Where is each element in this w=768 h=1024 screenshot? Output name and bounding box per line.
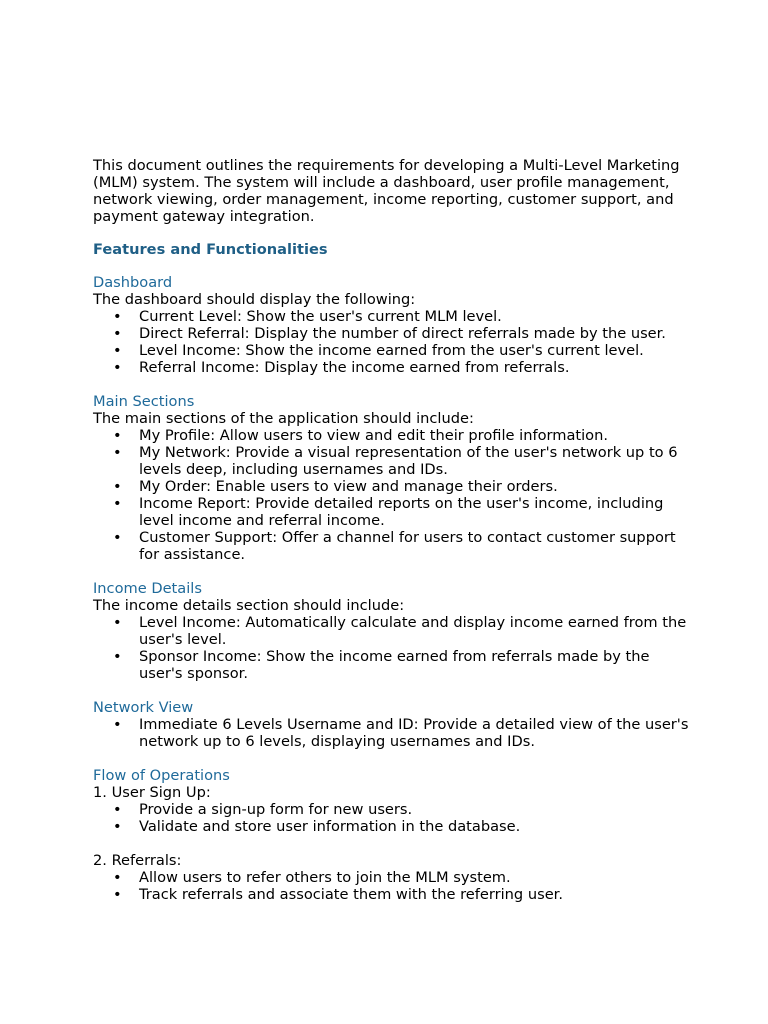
bullet-icon: • bbox=[113, 342, 122, 359]
bullet-icon: • bbox=[113, 614, 122, 631]
list-item: • My Profile: Allow users to view and edit their profile information. bbox=[113, 427, 609, 444]
list-item: • Track referrals and associate them with the referring user. bbox=[113, 886, 563, 903]
bullet-icon: • bbox=[113, 427, 122, 444]
bullet-icon: • bbox=[113, 886, 122, 903]
list-item: • Level Income: Show the income earned from the user's current level. bbox=[113, 342, 644, 359]
flow-step2-label: 2. Referrals: bbox=[93, 852, 182, 869]
bullet-icon: • bbox=[113, 529, 122, 546]
main-sections-list bbox=[93, 427, 693, 563]
dashboard-lead: The dashboard should display the following: bbox=[93, 291, 416, 308]
document-page bbox=[93, 157, 693, 920]
list-item: • Direct Referral: Display the number of direct referrals made by the user. bbox=[113, 325, 666, 342]
list-item: • Immediate 6 Levels Username and ID: Provide a detailed view of the user's network up to 6 levels, displaying usernames and IDs. bbox=[113, 716, 689, 750]
list-item: • Level Income: Automatically calculate and display income earned from the user's level. bbox=[113, 614, 687, 648]
list-item: • My Order: Enable users to view and manage their orders. bbox=[113, 478, 558, 495]
list-item: • Referral Income: Display the income earned from referrals. bbox=[113, 359, 570, 376]
list-item: • Allow users to refer others to join the MLM system. bbox=[113, 869, 511, 886]
bullet-icon: • bbox=[113, 495, 122, 512]
main-sections-lead: The main sections of the application should include: bbox=[93, 410, 474, 427]
dashboard-heading: Dashboard bbox=[93, 274, 173, 291]
bullet-icon: • bbox=[113, 648, 122, 665]
bullet-icon: • bbox=[113, 478, 122, 495]
income-details-heading: Income Details bbox=[93, 580, 202, 597]
bullet-icon: • bbox=[113, 716, 122, 733]
bullet-icon: • bbox=[113, 818, 122, 835]
income-details-lead: The income details section should include: bbox=[93, 597, 405, 614]
list-item: • Customer Support: Offer a channel for users to contact customer support for assistance. bbox=[113, 529, 676, 563]
bullet-icon: • bbox=[113, 869, 122, 886]
dashboard-list bbox=[93, 308, 693, 376]
income-details-list bbox=[93, 614, 693, 682]
list-item: • Current Level: Show the user's current MLM level. bbox=[113, 308, 502, 325]
list-item: • Provide a sign-up form for new users. bbox=[113, 801, 413, 818]
list-item: • Validate and store user information in the database. bbox=[113, 818, 521, 835]
flow-step1-list bbox=[93, 801, 693, 835]
bullet-icon: • bbox=[113, 308, 122, 325]
bullet-icon: • bbox=[113, 801, 122, 818]
flow-heading: Flow of Operations bbox=[93, 767, 230, 784]
main-sections-heading: Main Sections bbox=[93, 393, 195, 410]
intro-paragraph: This document outlines the requirements for developing a Multi-Level Marketing (MLM) system. The system will include a dashboard, user profile management, network viewing, order management, income reporting, customer support, and payment gateway integration. bbox=[93, 157, 680, 225]
bullet-icon: • bbox=[113, 444, 122, 461]
flow-step2-list bbox=[93, 869, 693, 903]
features-heading: Features and Functionalities bbox=[93, 241, 328, 258]
bullet-icon: • bbox=[113, 359, 122, 376]
bullet-icon: • bbox=[113, 325, 122, 342]
flow-step1-label: 1. User Sign Up: bbox=[93, 784, 211, 801]
network-view-heading: Network View bbox=[93, 699, 194, 716]
network-view-list bbox=[93, 716, 693, 750]
list-item: • Income Report: Provide detailed reports on the user's income, including level income and referral income. bbox=[113, 495, 664, 529]
list-item: • My Network: Provide a visual representation of the user's network up to 6 levels deep, including usernames and IDs. bbox=[113, 444, 678, 478]
list-item: • Sponsor Income: Show the income earned from referrals made by the user's sponsor. bbox=[113, 648, 650, 682]
